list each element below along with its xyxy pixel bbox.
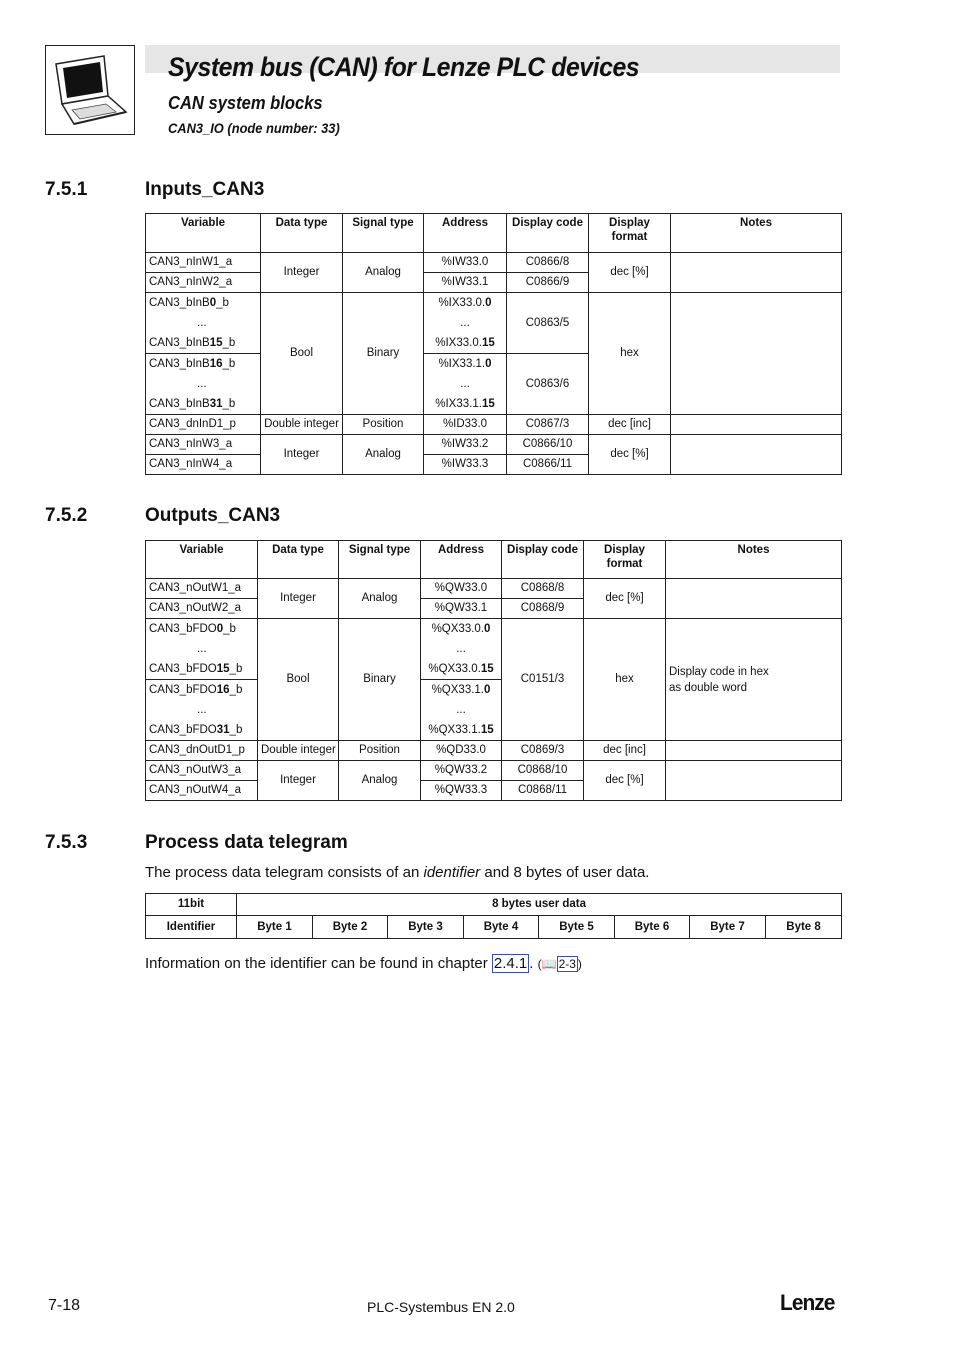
table-cell: hex bbox=[584, 619, 666, 741]
col-header: Notes bbox=[666, 541, 842, 579]
table-cell: %IX33.1.0 ... %IX33.1.15 bbox=[424, 354, 507, 415]
table-cell: %QW33.3 bbox=[421, 781, 502, 801]
table-cell: dec [%] bbox=[584, 761, 666, 801]
table-cell: C0868/9 bbox=[502, 599, 584, 619]
col-header: Signal type bbox=[339, 541, 421, 579]
table-cell: hex bbox=[589, 293, 671, 415]
outputs-table bbox=[145, 540, 842, 801]
table-header-cell: Byte 3 bbox=[388, 916, 464, 939]
table-cell: Integer bbox=[258, 579, 339, 619]
table-cell: CAN3_dnOutD1_p bbox=[146, 741, 258, 761]
table-cell-notes bbox=[666, 741, 842, 761]
table-header-cell: Byte 5 bbox=[539, 916, 615, 939]
table-cell-notes bbox=[671, 253, 842, 293]
table-cell: %IW33.1 bbox=[424, 273, 507, 293]
book-icon: 📖 bbox=[541, 957, 557, 971]
section-number: 7.5.1 bbox=[45, 179, 88, 200]
table-cell: Analog bbox=[343, 435, 424, 475]
page-subsubtitle: CAN3_IO (node number: 33) bbox=[168, 120, 340, 136]
table-cell: C0863/6 bbox=[507, 354, 589, 415]
table-cell-notes: Display code in hex as double word bbox=[666, 619, 842, 741]
table-cell: C0866/8 bbox=[507, 253, 589, 273]
table-cell: Integer bbox=[258, 761, 339, 801]
table-cell: Bool bbox=[261, 293, 343, 415]
page-ref-link[interactable]: 2-3 bbox=[558, 957, 576, 971]
table-cell: %IW33.0 bbox=[424, 253, 507, 273]
col-header: Variable bbox=[146, 541, 258, 579]
table-cell: C0151/3 bbox=[502, 619, 584, 741]
table-cell: CAN3_nOutW4_a bbox=[146, 781, 258, 801]
table-cell: %ID33.0 bbox=[424, 415, 507, 435]
document-id: PLC-Systembus EN 2.0 bbox=[367, 1299, 515, 1315]
telegram-info: Information on the identifier can be found in chapter 2.4.1 . (📖 2-3 ) bbox=[145, 955, 582, 972]
table-cell: %QW33.1 bbox=[421, 599, 502, 619]
table-cell: %QX33.0.0 ... %QX33.0.15 bbox=[421, 619, 502, 680]
table-header-cell: Byte 7 bbox=[690, 916, 766, 939]
section-number: 7.5.3 bbox=[45, 832, 88, 853]
table-cell: C0868/8 bbox=[502, 579, 584, 599]
table-cell: C0868/11 bbox=[502, 781, 584, 801]
col-header: Data type bbox=[258, 541, 339, 579]
table-cell: C0866/11 bbox=[507, 455, 589, 475]
telegram-table bbox=[145, 893, 842, 939]
table-cell: Integer bbox=[261, 253, 343, 293]
table-cell: %IW33.3 bbox=[424, 455, 507, 475]
table-header-cell: Identifier bbox=[146, 916, 237, 939]
table-cell: dec [%] bbox=[589, 435, 671, 475]
chapter-link[interactable]: 2.4.1 bbox=[493, 955, 528, 972]
table-cell: C0867/3 bbox=[507, 415, 589, 435]
table-cell: CAN3_dnInD1_p bbox=[146, 415, 261, 435]
table-cell: %IX33.0.0 ... %IX33.0.15 bbox=[424, 293, 507, 354]
table-cell: Position bbox=[343, 415, 424, 435]
table-cell: C0868/10 bbox=[502, 761, 584, 781]
table-cell: CAN3_nInW4_a bbox=[146, 455, 261, 475]
page-number: 7-18 bbox=[48, 1297, 81, 1314]
table-cell: Binary bbox=[343, 293, 424, 415]
table-cell: CAN3_bInB16_b ... CAN3_bInB31_b bbox=[146, 354, 261, 415]
table-cell: dec [%] bbox=[584, 579, 666, 619]
table-cell: CAN3_nInW3_a bbox=[146, 435, 261, 455]
table-cell: C0863/5 bbox=[507, 293, 589, 354]
col-header: Display format bbox=[584, 541, 666, 579]
table-cell: %IW33.2 bbox=[424, 435, 507, 455]
table-cell: CAN3_bFDO16_b ... CAN3_bFDO31_b bbox=[146, 680, 258, 741]
col-header: Variable bbox=[146, 214, 261, 253]
section-title: Inputs_CAN3 bbox=[145, 179, 265, 200]
col-header: Address bbox=[424, 214, 507, 253]
table-cell: CAN3_nOutW2_a bbox=[146, 599, 258, 619]
table-cell: Bool bbox=[258, 619, 339, 741]
table-cell: CAN3_bFDO0_b ... CAN3_bFDO15_b bbox=[146, 619, 258, 680]
table-cell: CAN3_nInW1_a bbox=[146, 253, 261, 273]
col-header: Display code bbox=[502, 541, 584, 579]
section-number: 7.5.2 bbox=[45, 505, 88, 526]
table-header-cell: Byte 8 bbox=[766, 916, 842, 939]
table-cell: CAN3_bInB0_b ... CAN3_bInB15_b bbox=[146, 293, 261, 354]
table-cell: CAN3_nOutW3_a bbox=[146, 761, 258, 781]
table-cell: CAN3_nInW2_a bbox=[146, 273, 261, 293]
laptop-logo bbox=[45, 45, 135, 135]
col-header: Data type bbox=[261, 214, 343, 253]
table-cell: Binary bbox=[339, 619, 421, 741]
col-header: Notes bbox=[671, 214, 842, 253]
page-subtitle: CAN system blocks bbox=[168, 93, 323, 113]
table-cell: dec [inc] bbox=[589, 415, 671, 435]
page-title: System bus (CAN) for Lenze PLC devices bbox=[168, 52, 640, 82]
inputs-table bbox=[145, 213, 842, 475]
laptop-icon bbox=[46, 46, 134, 134]
table-cell: dec [%] bbox=[589, 253, 671, 293]
table-header-cell: 11bit bbox=[146, 894, 237, 916]
table-header-cell: Byte 2 bbox=[313, 916, 388, 939]
table-cell: Position bbox=[339, 741, 421, 761]
table-cell: dec [inc] bbox=[584, 741, 666, 761]
section-title: Outputs_CAN3 bbox=[145, 505, 281, 526]
table-cell: Analog bbox=[343, 253, 424, 293]
col-header: Display format bbox=[589, 214, 671, 253]
table-cell: Double integer bbox=[258, 741, 339, 761]
col-header: Display code bbox=[507, 214, 589, 253]
table-cell-notes bbox=[671, 435, 842, 475]
table-cell: Analog bbox=[339, 761, 421, 801]
table-cell: CAN3_nOutW1_a bbox=[146, 579, 258, 599]
table-cell: C0866/10 bbox=[507, 435, 589, 455]
col-header: Signal type bbox=[343, 214, 424, 253]
table-cell-notes bbox=[666, 761, 842, 801]
table-header-cell: Byte 6 bbox=[615, 916, 690, 939]
table-cell-notes bbox=[671, 293, 842, 415]
table-cell: %QW33.2 bbox=[421, 761, 502, 781]
table-header-cell: 8 bytes user data bbox=[237, 894, 842, 916]
table-cell: Integer bbox=[261, 435, 343, 475]
table-cell: C0866/9 bbox=[507, 273, 589, 293]
table-cell: Analog bbox=[339, 579, 421, 619]
col-header: Address bbox=[421, 541, 502, 579]
table-header-cell: Byte 4 bbox=[464, 916, 539, 939]
table-cell: %QW33.0 bbox=[421, 579, 502, 599]
brand-logo: Lenze bbox=[780, 1290, 835, 1315]
table-cell: %QX33.1.0 ... %QX33.1.15 bbox=[421, 680, 502, 741]
table-cell: C0869/3 bbox=[502, 741, 584, 761]
table-cell: %QD33.0 bbox=[421, 741, 502, 761]
table-cell-notes bbox=[671, 415, 842, 435]
table-cell: Double integer bbox=[261, 415, 343, 435]
table-header-cell: Byte 1 bbox=[237, 916, 313, 939]
table-cell-notes bbox=[666, 579, 842, 619]
section-title: Process data telegram bbox=[145, 832, 348, 853]
telegram-intro: The process data telegram consists of an identifier and 8 bytes of user data. bbox=[145, 864, 650, 881]
